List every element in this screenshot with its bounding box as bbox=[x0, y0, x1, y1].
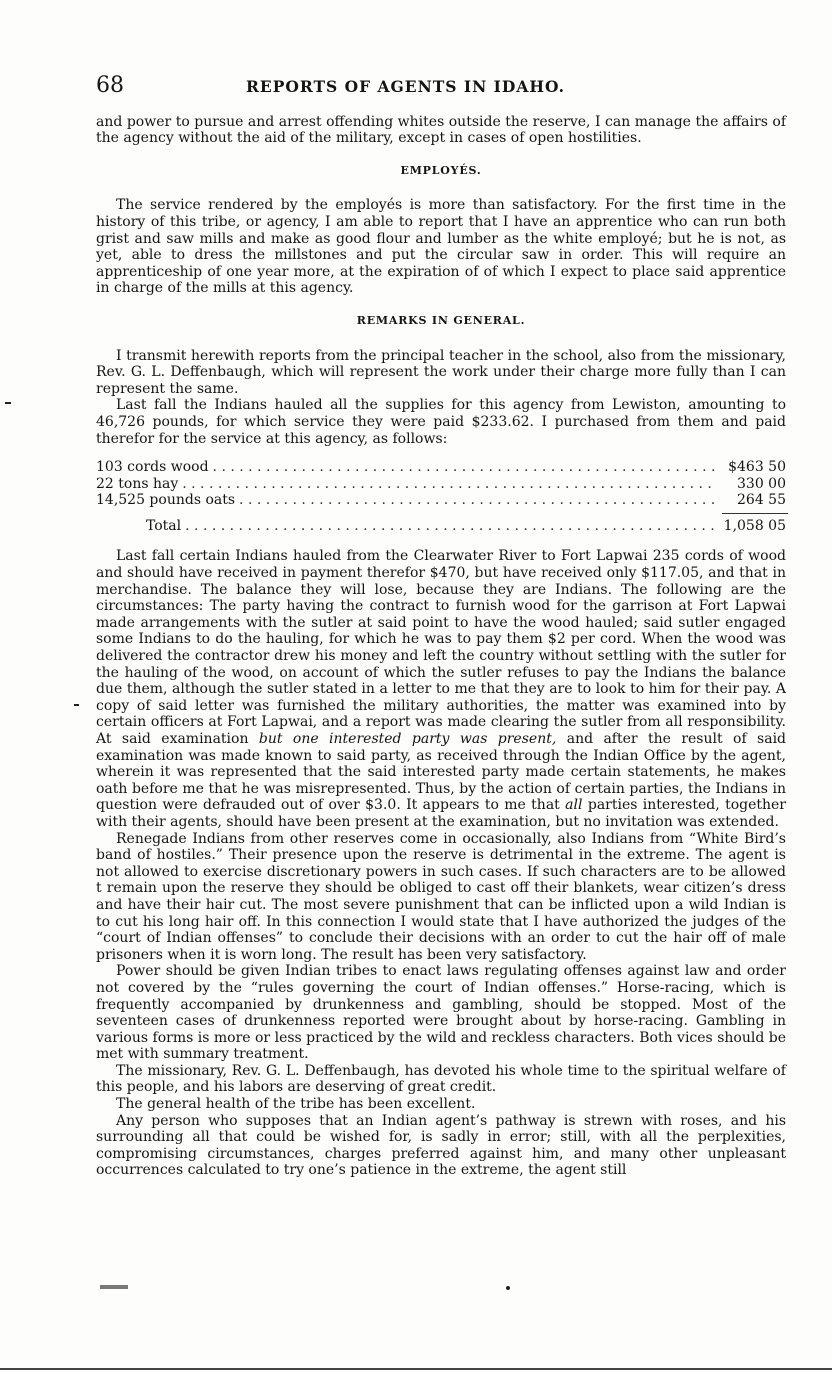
dot-leader bbox=[185, 518, 716, 535]
page-bottom-edge bbox=[0, 1368, 832, 1381]
total-label: Total bbox=[146, 517, 182, 534]
dot-leader bbox=[213, 459, 716, 476]
supplies-table bbox=[96, 459, 786, 534]
total-amount: 1,058 05 bbox=[723, 517, 786, 534]
table-amount: $463 50 bbox=[728, 459, 786, 476]
paragraph-power: Power should be given Indian tribes to enact laws regulating offenses against law and order not covered by the “rules governing the court of Indian offenses.” Horse-racing, which is frequently accompanied by drunkenness and gambling, should be stopped. Most of the seventeen cases of drunkenness reported were brought about by horse-racing. Gambling in various forms is more or less practiced by the wild and reckless characters. Both vices should be met with summary treatment. bbox=[96, 963, 786, 1063]
margin-mark bbox=[74, 704, 79, 706]
paragraph-clearwater-part-c: parties interested, together with their agents, should have been present at the examination, but no invitation was extended. bbox=[96, 797, 786, 830]
table-amount: 330 00 bbox=[737, 475, 786, 492]
scan-blot bbox=[100, 1285, 128, 1289]
italic-phrase: but one interested party was present, bbox=[258, 731, 557, 747]
paragraph-clearwater-part-a: Last fall certain Indians hauled from the Clearwater River to Fort Lapwai 235 cords of wood and should have received in payment therefor $470, but have received only $117.05, and that in merchandise. The balance they will lose, because they are Indians. The following are the circumstances: The party having the contract to furnish wood for the garrison at Fort Lapwai made arrangements with the sutler at said point to have the wood hauled; said sutler engaged some Indians to do the hauling, for which he was to pay them $2 per cord. When the wood was delivered the contractor drew his money and left the country without settling with the sutler for the hauling of the wood, on account of which the sutler refuses to pay the Indians the balance due them, although the sutler stated in a letter to me that they are to look to him for their pay. A copy of said letter was furnished the military authorities, the matter was examined into by certain officers at Fort Lapwai, and a report was made clearing the sutler from all responsibility. At said examination bbox=[96, 548, 786, 747]
table-amount: 264 55 bbox=[737, 492, 786, 509]
page-header bbox=[96, 73, 786, 98]
table-item: 22 tons hay bbox=[96, 475, 179, 492]
table-row bbox=[96, 492, 786, 509]
table-item: 103 cords wood bbox=[96, 459, 209, 476]
scan-dot bbox=[506, 1286, 510, 1290]
paragraph-remarks-2: Last fall the Indians hauled all the supplies for this agency from Lewiston, amounting to 46,726 pounds, for which service they were paid $233.62. I purchased from them and paid therefor for the service at this agency, as follows: bbox=[96, 397, 786, 447]
section-heading-employes: EMPLOYÉS. bbox=[400, 163, 482, 177]
dot-leader bbox=[182, 476, 716, 493]
table-row bbox=[96, 476, 786, 493]
paragraph-remarks-1: I transmit herewith reports from the principal teacher in the school, also from the missionary, Rev. G. L. Deffenbaugh, which will represent the work under their charge more fully than I can represent the same. bbox=[96, 347, 786, 397]
paragraph-renegade: Renegade Indians from other reserves come in occasionally, also Indians from “White Bird’s band of hostiles.” Their presence upon the reserve is detrimental in the extreme. The agent is not allowed to exercise discretionary powers in such cases. If such characters are to be allowed t remain upon the reserve they should be obliged to cast off their blankets, wear citizen’s dress and have their hair cut. The most severe punishment that can be inflicted upon a wild Indian is to cut his long hair off. In this connection I would state that I have authorized the judges of the “court of Indian offenses” to conclude their decisions with an order to cut the hair off of male prisoners when it is worn long. The result has been very satisfactory. bbox=[96, 830, 786, 963]
paragraph-missionary: The missionary, Rev. G. L. Deffenbaugh, has devoted his whole time to the spiritual welfare of this people, and his labors are deserving of great credit. bbox=[96, 1062, 786, 1096]
table-item: 14,525 pounds oats bbox=[96, 492, 236, 509]
paragraph-clearwater-part-b: and after the result of said examination was made known to said party, as received through the Indian Office by the agent, wherein it was represented that the said interested party made certain statements, he makes oath before me that he was misrepresented. Thus, by the action of certain parties, the Indians in question were defrauded out of over $3.0. It appears to me that bbox=[96, 731, 787, 814]
document-page bbox=[96, 73, 787, 1179]
table-total-row bbox=[96, 518, 786, 535]
margin-mark bbox=[5, 402, 11, 404]
paragraph-pathway: Any person who supposes that an Indian agent’s pathway is strewn with roses, and his surrounding all that could be wished for, is sadly in error; still, with all the perplexities, compromising circumstances, charges preferred against him, and many other unpleasant occurrences calculated to try one’s patience in the extreme, the agent still bbox=[96, 1112, 786, 1179]
dot-leader bbox=[239, 492, 716, 509]
running-head: REPORTS OF AGENTS IN IDAHO. bbox=[246, 77, 566, 96]
table-row bbox=[96, 459, 786, 476]
sum-rule bbox=[722, 513, 788, 514]
paragraph-clearwater bbox=[96, 548, 786, 830]
paragraph-health: The general health of the tribe has been excellent. bbox=[116, 1096, 476, 1113]
paragraph-employes: The service rendered by the employés is more than satisfactory. For the first time in the history of this tribe, or agency, I am able to report that I have an apprentice who can run both grist and saw mills and make as good flour and lumber as the white employé; but he is not, as yet, able to dress the millstones and put the circular saw in order. This will require an apprenticeship of one year more, at the expiration of of which I expect to place said apprentice in charge of the mills at this agency. bbox=[96, 197, 786, 297]
section-heading-remarks: REMARKS IN GENERAL. bbox=[356, 313, 526, 327]
page-number: 68 bbox=[96, 73, 124, 98]
paragraph-continuation: and power to pursue and arrest offending whites outside the reserve, I can manage the affairs of the agency without the aid of the military, except in cases of open hostilities. bbox=[96, 113, 786, 147]
italic-all: all bbox=[565, 797, 583, 814]
